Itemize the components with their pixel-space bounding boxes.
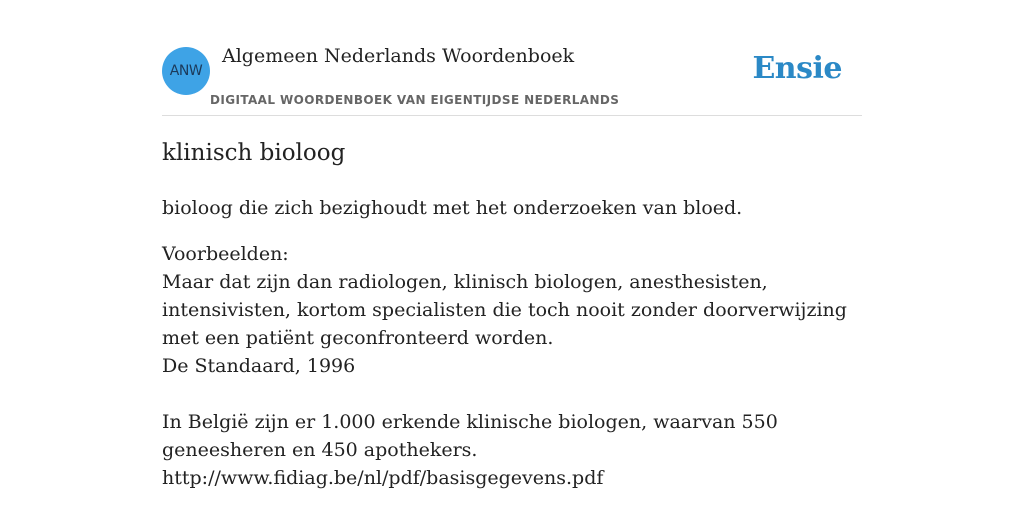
example-text: In België zijn er 1.000 erkende klinische biologen, waarvan 550 geneesheren en 450 apothekers. [162,411,778,461]
examples-section [162,240,862,492]
entry-title: klinisch bioloog [162,140,346,166]
example-spacer [162,380,862,408]
site-subtitle: DIGITAAL WOORDENBOEK VAN EIGENTIJDSE NEDERLANDS [210,93,620,107]
page-card [162,0,862,512]
example-text: Maar dat zijn dan radiologen, klinisch biologen, anesthesisten, intensivisten, kortom specialisten die toch nooit zonder doorverwijzing met een patiënt geconfronteerd worden. [162,271,847,349]
ensie-brand-link[interactable]: Ensie [752,51,842,86]
site-header [162,0,862,116]
example-source: http://www.fidiag.be/nl/pdf/basisgegevens.pdf [162,467,604,489]
entry-definition: bioloog die zich bezighoudt met het onderzoeken van bloed. [162,197,743,219]
site-title[interactable]: Algemeen Nederlands Woordenboek [222,45,575,67]
example-source: De Standaard, 1996 [162,355,356,377]
examples-heading: Voorbeelden: [162,243,289,265]
anw-logo[interactable]: ANW [162,47,210,95]
